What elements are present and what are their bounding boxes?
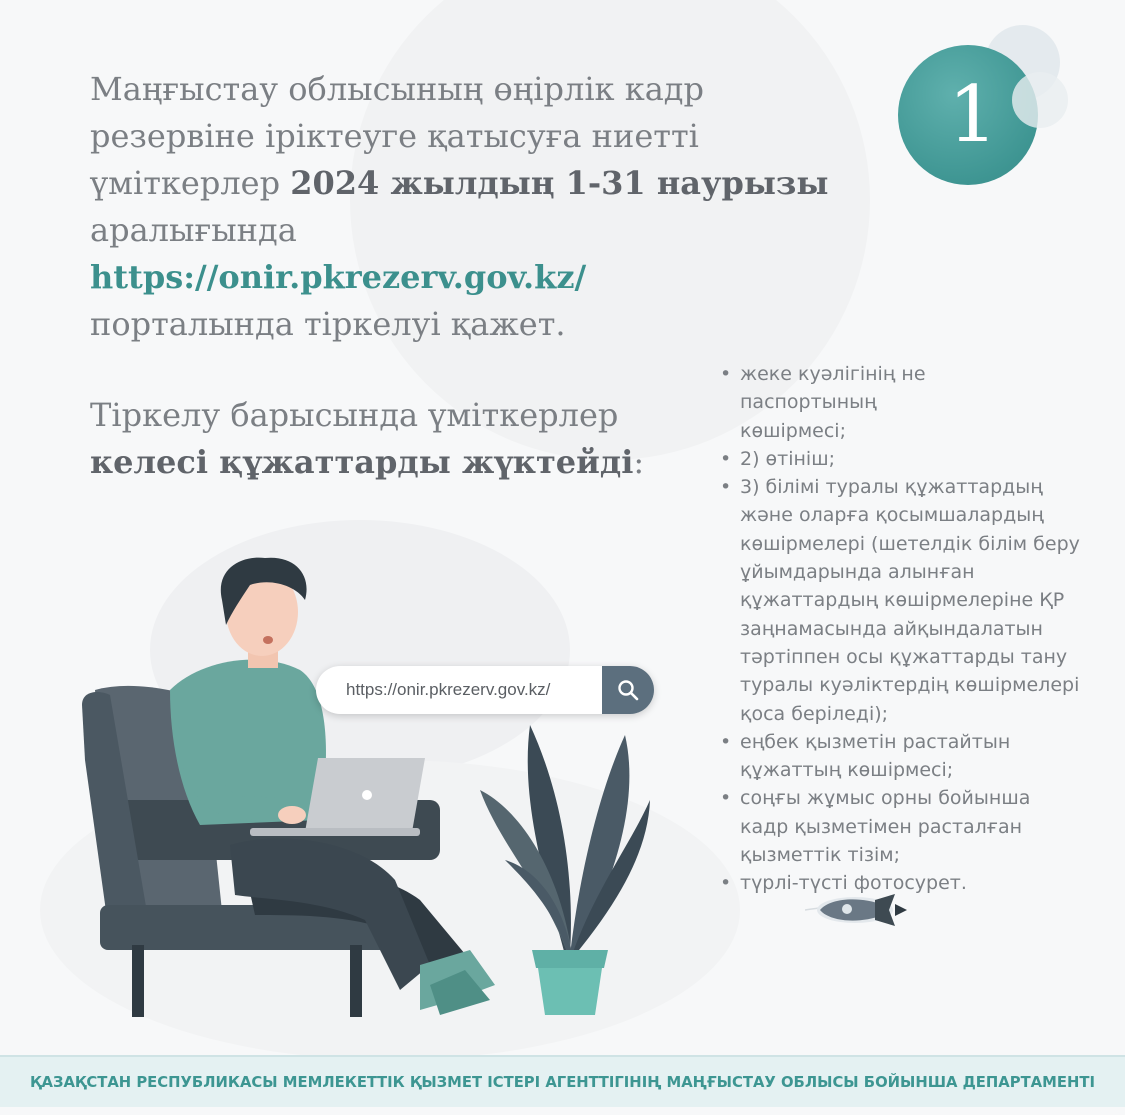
search-bar[interactable] bbox=[316, 666, 654, 714]
subhead-bold: келесі құжаттарды жүктейді bbox=[90, 443, 634, 481]
search-input[interactable]: https://onir.pkrezerv.gov.kz/ bbox=[346, 680, 551, 699]
headline bbox=[90, 66, 890, 348]
search-button[interactable] bbox=[602, 666, 654, 714]
step-number: 1 bbox=[948, 70, 998, 160]
subhead-colon: : bbox=[633, 443, 645, 481]
list-item: • соңғы жұмыс орны бойынша кадр қызметімен расталған қызметтік тізім; bbox=[716, 784, 1060, 869]
list-item: • 3) білімі туралы құжаттардың және оларға қосымшалардың көшірмелері (шетелдік білім беру ұйымдарында алынған құжаттардың көшірмелеріне ҚР заңнамасында айқындалатын тәртіппен осы құжаттарды тану туралы куәліктердің көшірмелері қоса беріледі); bbox=[716, 473, 1090, 728]
documents-intro bbox=[90, 392, 710, 486]
headline-line: аралығында bbox=[90, 211, 297, 249]
portal-link[interactable]: https://onir.pkrezerv.gov.kz/ bbox=[90, 258, 587, 296]
search-icon bbox=[617, 679, 639, 701]
man-with-laptop-illustration bbox=[0, 540, 700, 1040]
list-item: • еңбек қызметін растайтын құжаттың көшірмесі; bbox=[716, 728, 1040, 785]
headline-line: резервіне іріктеуге қатысуға ниетті bbox=[90, 117, 699, 155]
headline-line: Маңғыстау облысының өңірлік кадр bbox=[90, 70, 704, 108]
footer-banner bbox=[0, 1055, 1125, 1107]
list-item: • 2) өтініш; bbox=[716, 445, 1106, 473]
organization-name: ҚАЗАҚСТАН РЕСПУБЛИКАСЫ МЕМЛЕКЕТТІК ҚЫЗМЕТ ІСТЕРІ АГЕНТТІГІНІҢ МАҢҒЫСТАУ ОБЛЫСЫ БОЙЫНША ДЕПАРТАМЕНТІ bbox=[30, 1073, 1095, 1091]
headline-line: порталында тіркелуі қажет. bbox=[90, 305, 566, 343]
documents-list bbox=[716, 360, 1106, 898]
list-item: • түрлі-түсті фотосурет. bbox=[716, 869, 1106, 897]
date-range: 2024 жылдың 1-31 наурызы bbox=[290, 164, 829, 202]
plant-icon bbox=[480, 725, 650, 1015]
headline-line: үміткерлер bbox=[90, 164, 291, 202]
subhead-line: Тіркелу барысында үміткерлер bbox=[90, 396, 619, 434]
decor-bubble bbox=[1012, 72, 1068, 128]
list-item: • жеке куәлігінің не паспортының көшірмесі; bbox=[716, 360, 980, 445]
rocket-icon bbox=[805, 880, 915, 940]
